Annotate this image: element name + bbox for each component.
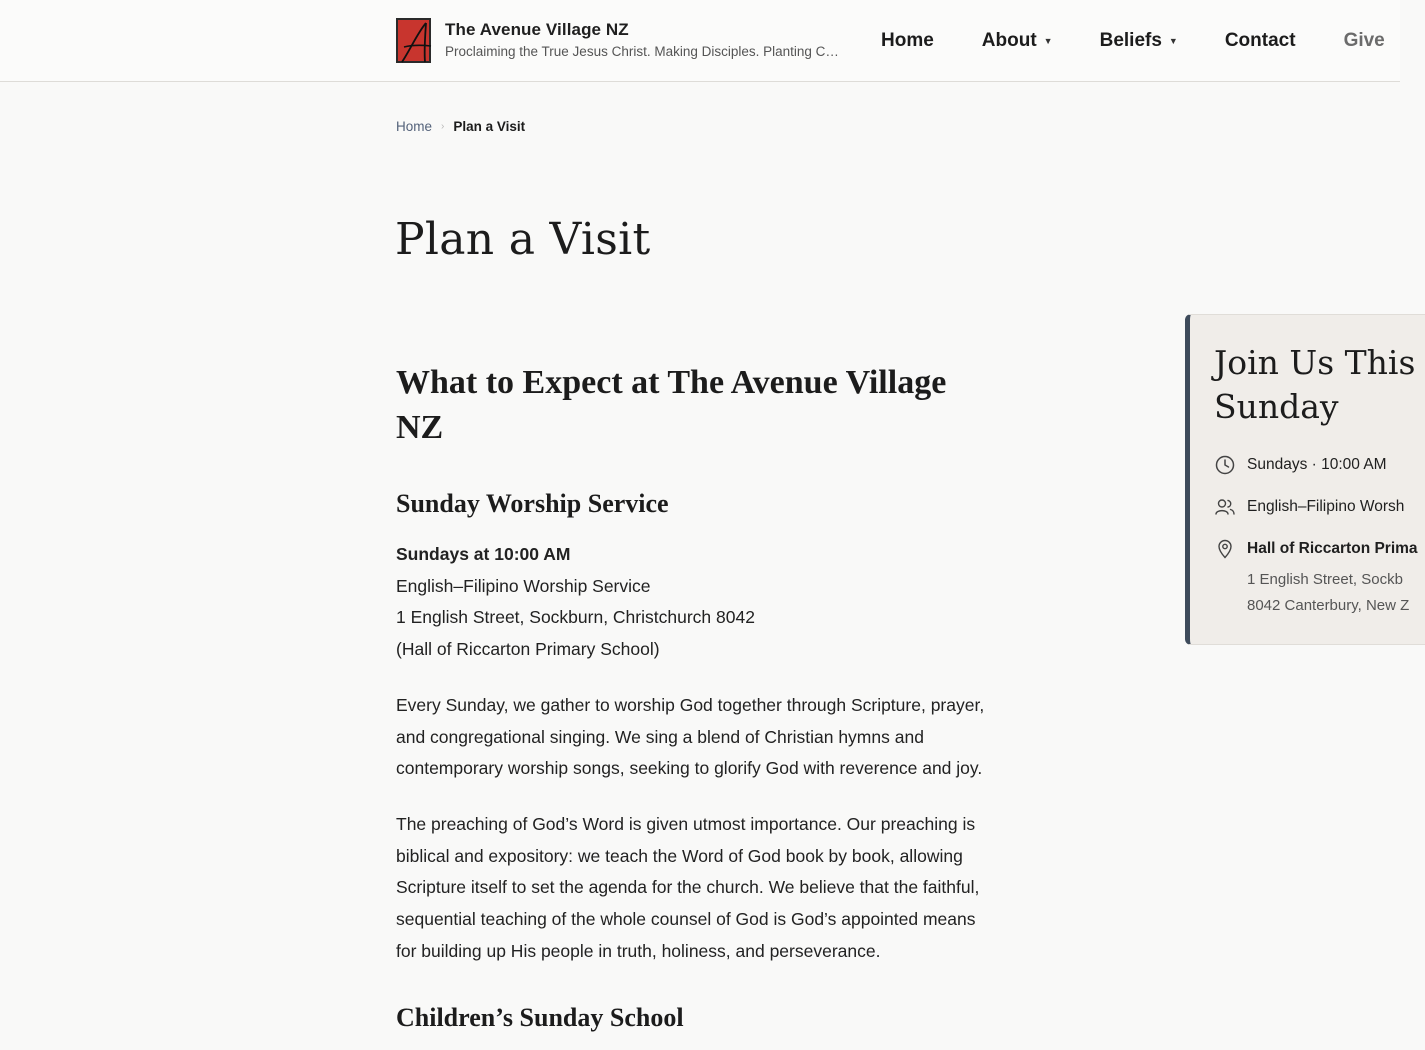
card-service-row (1214, 496, 1404, 518)
caret-down-icon: ▼ (1168, 36, 1178, 46)
location-pin-icon (1214, 538, 1236, 560)
card-title-line2: Sunday (1214, 387, 1339, 426)
nav-home-label: Home (881, 30, 934, 51)
nav-beliefs[interactable] (1100, 30, 1178, 52)
breadcrumb-home-link[interactable]: Home (396, 119, 433, 134)
worship-paragraph: Every Sunday, we gather to worship God together through Scripture, prayer, and congregational singing. We sing a blend of Christian hymns and contemporary worship songs, seeking to glorify God with reverence and joy. (396, 694, 985, 779)
nav-home[interactable] (881, 30, 934, 52)
site-header (0, 0, 1400, 82)
card-time-row (1214, 454, 1387, 476)
card-time: Sundays · 10:00 AM (1247, 456, 1387, 473)
service-time: Sundays at 10:00 AM (396, 544, 571, 564)
nav-contact[interactable] (1225, 30, 1296, 52)
page-title: Plan a Visit (395, 214, 651, 265)
breadcrumb (396, 119, 525, 134)
section-heading: What to Expect at The Avenue Village NZ (396, 364, 947, 446)
join-us-card (1185, 314, 1425, 645)
card-address-line1: 1 English Street, Sockb (1247, 571, 1403, 588)
card-venue: Hall of Riccarton Prima (1247, 540, 1418, 557)
service-details (396, 539, 996, 666)
breadcrumb-separator: › (441, 121, 445, 132)
main-content (396, 360, 996, 1034)
service-name: English–Filipino Worship Service (396, 575, 651, 596)
nav-give[interactable] (1344, 30, 1385, 52)
caret-down-icon: ▼ (1043, 36, 1053, 46)
logo-letter-a-icon (398, 20, 433, 65)
service-heading: Sunday Worship Service (396, 489, 669, 518)
brand-link[interactable] (396, 18, 839, 63)
service-address: 1 English Street, Sockburn, Christchurch 8042 (396, 607, 755, 628)
site-title[interactable]: The Avenue Village NZ (445, 20, 629, 39)
preaching-paragraph: The preaching of God’s Word is given utmost importance. Our preaching is biblical and expository: we teach the Word of God book by book, allowing Scripture itself to set the agenda for the church. We believe that the faithful, sequential teaching of the whole counsel of God is God’s appointed means for building up His people in truth, holiness, and perseverance. (396, 813, 980, 961)
nav-beliefs-label: Beliefs (1099, 30, 1162, 51)
sunday-school-heading: Children’s Sunday School (396, 1003, 684, 1033)
nav-about[interactable] (982, 30, 1053, 52)
card-address-line2: 8042 Canterbury, New Z (1247, 597, 1410, 614)
clock-icon (1214, 454, 1236, 476)
main-nav (881, 28, 1385, 54)
card-title-line1: Join Us This (1214, 343, 1416, 382)
nav-give-label: Give (1343, 30, 1385, 51)
nav-contact-label: Contact (1224, 30, 1296, 51)
service-venue: (Hall of Riccarton Primary School) (396, 639, 660, 660)
site-tagline: Proclaiming the True Jesus Christ. Making Disciples. Planting C… (445, 44, 839, 59)
card-service: English–Filipino Worsh (1247, 498, 1405, 515)
church-logo[interactable] (396, 18, 431, 63)
breadcrumb-current: Plan a Visit (453, 119, 526, 134)
nav-about-label: About (981, 30, 1037, 51)
card-venue-row (1214, 538, 1418, 560)
people-icon (1214, 496, 1236, 518)
card-title (1214, 341, 1415, 429)
